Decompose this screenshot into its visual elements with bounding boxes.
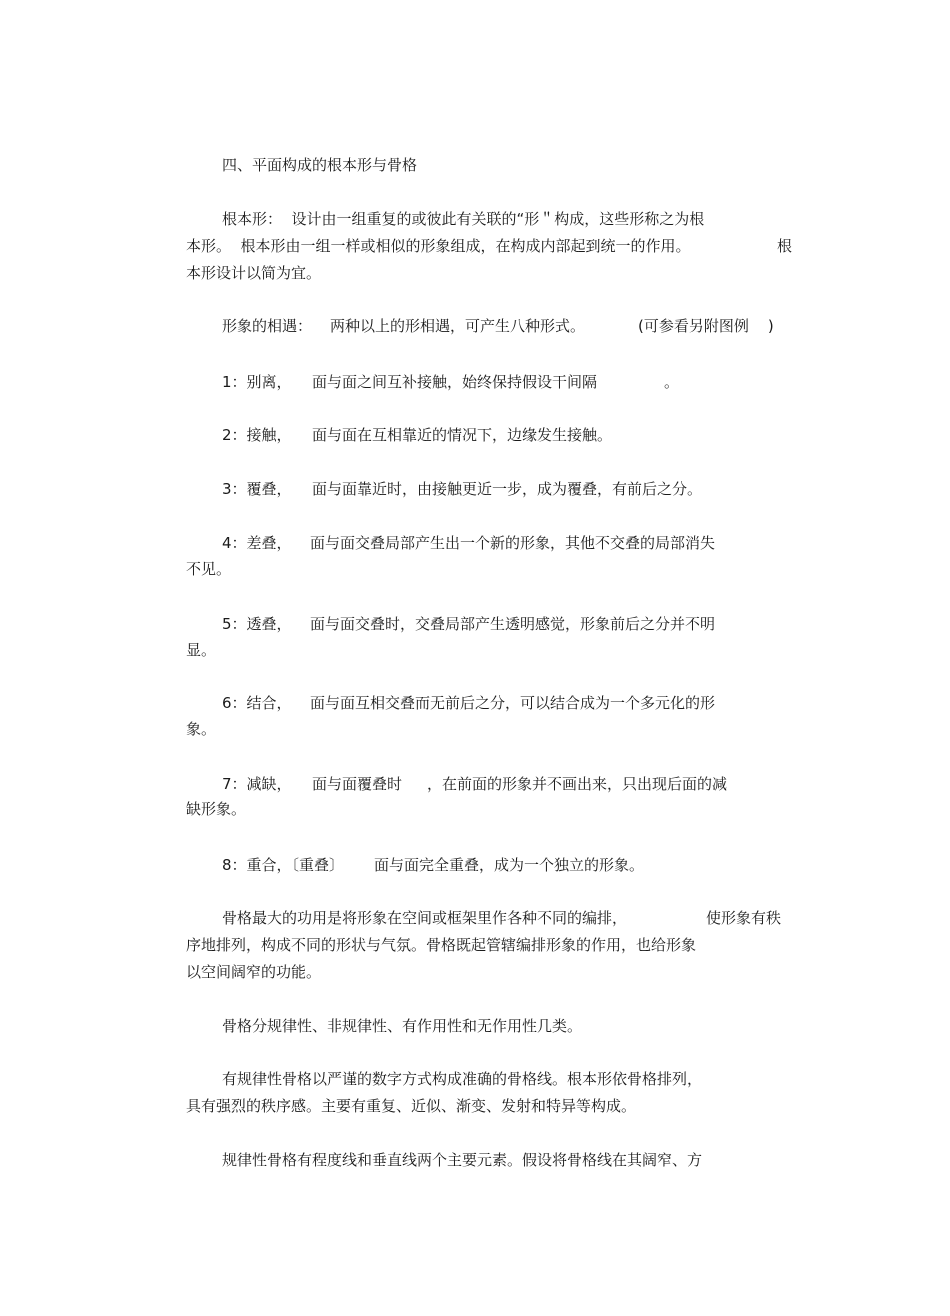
paragraph-line: 根本形： 设计由一组重复的或彼此有关联的“形＂构成，这些形称之为根	[222, 210, 705, 228]
paragraph-line: 序地排列，构成不同的形状与气氛。骨格既起管辖编排形象的作用，也给形象	[186, 936, 697, 954]
list-item-text: 面与面交叠局部产生出一个新的形象，其他不交叠的局部消失	[310, 534, 716, 552]
list-item-number: 1：别离，	[222, 373, 292, 391]
paragraph-line: 本形。 根本形由一组一样或相似的形象组成，在构成内部起到统一的作用。	[186, 237, 691, 255]
list-item-text: 面与面覆叠时	[312, 775, 403, 793]
list-item-text: 显。	[186, 641, 217, 659]
list-item-text: 面与面靠近时，由接触更近一步，成为覆叠，有前后之分。	[312, 480, 703, 498]
list-item-text: 面与面互相交叠而无前后之分，可以结合成为一个多元化的形	[310, 694, 716, 712]
list-item-number: 5：透叠，	[222, 615, 292, 633]
section-heading: 四、平面构成的根本形与骨格	[222, 156, 418, 174]
paragraph-line: 两种以上的形相遇，可产生八种形式。	[330, 317, 586, 335]
paragraph-line: 有规律性骨格以严谨的数字方式构成准确的骨格线。根本形依骨格排列，	[222, 1070, 703, 1088]
list-item-number: 6：结合，	[222, 694, 292, 712]
paragraph-line: 根	[777, 237, 793, 255]
list-item-text: 面与面交叠时，交叠局部产生透明感觉，形象前后之分并不明	[310, 615, 716, 633]
list-item-number: 2：接触，	[222, 426, 292, 444]
paragraph-line: 规律性骨格有程度线和垂直线两个主要元素。假设将骨格线在其阔窄、方	[222, 1151, 703, 1169]
list-item-number: 4：差叠，	[222, 534, 292, 552]
paragraph-line: 骨格最大的功用是将形象在空间或框架里作各种不同的编排，	[222, 909, 628, 927]
list-item-number: 7：减缺，	[222, 775, 292, 793]
list-item-number: 8：重合，〔重叠〕	[222, 856, 345, 874]
paragraph-line: (可参看另附图例 )	[638, 317, 774, 335]
list-item-text: 面与面之间互补接触，始终保持假设干间隔	[312, 373, 598, 391]
paragraph-line: 骨格分规律性、非规律性、有作用性和无作用性几类。	[222, 1017, 583, 1035]
paragraph-line: 具有强烈的秩序感。主要有重复、近似、渐变、发射和特异等构成。	[186, 1097, 637, 1115]
list-item-text: 不见。	[186, 560, 232, 578]
list-item-text: 缺形象。	[186, 800, 247, 818]
list-item-text: 。	[664, 373, 680, 391]
list-item-text: 面与面在互相靠近的情况下，边缘发生接触。	[312, 426, 613, 444]
list-item-text: ，在前面的形象并不画出来，只出现后面的减	[427, 775, 728, 793]
paragraph-line: 使形象有秩	[706, 909, 782, 927]
paragraph-line: 形象的相遇：	[222, 317, 313, 335]
list-item-text: 面与面完全重叠，成为一个独立的形象。	[374, 856, 645, 874]
list-item-text: 象。	[186, 720, 217, 738]
list-item-number: 3：覆叠，	[222, 480, 292, 498]
paragraph-line: 本形设计以简为宜。	[186, 264, 322, 282]
paragraph-line: 以空间阔窄的功能。	[186, 963, 322, 981]
